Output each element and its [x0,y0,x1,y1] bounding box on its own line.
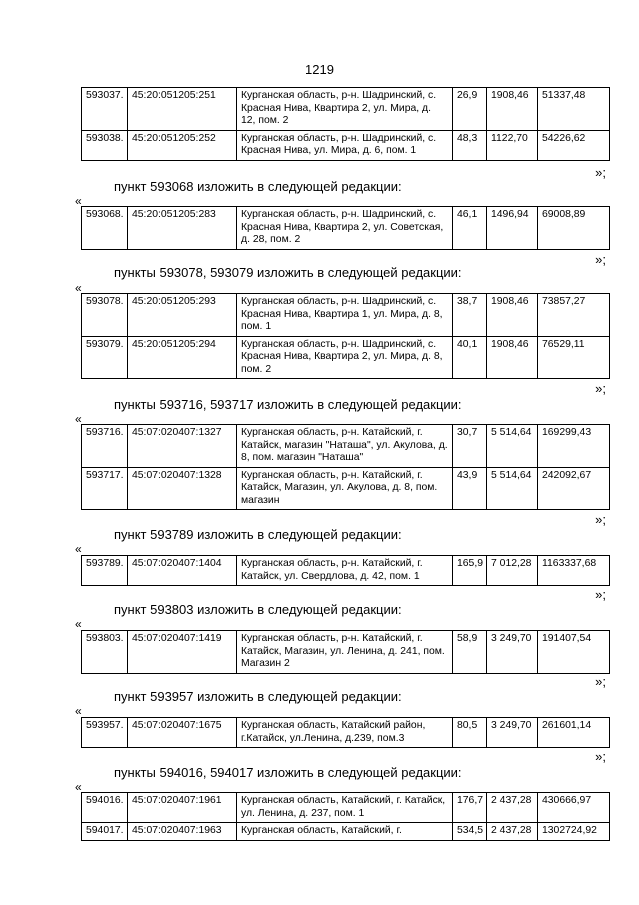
cell-cadastral: 45:20:051205:293 [128,294,237,337]
cell-address: Курганская область, р-н. Катайский, г. Катайск, Магазин, ул. Ленина, д. 241, пом. Магазин 2 [237,631,453,674]
cell-area: 26,9 [453,88,487,131]
cell-number: 593957. [82,718,128,748]
cell-area: 80,5 [453,718,487,748]
cell-number: 593078. [82,294,128,337]
cell-area: 40,1 [453,336,487,379]
closing-quote: »; [595,749,606,764]
closing-quote: »; [595,165,606,180]
cell-cadastral: 45:07:020407:1961 [128,793,237,823]
cell-address: Курганская область, р-н. Катайский, г. Катайск, ул. Свердлова, д. 42, пом. 1 [237,556,453,586]
cell-address: Курганская область, р-н. Шадринский, с. Красная Нива, Квартира 2, ул. Советская, д. 28, пом. 2 [237,207,453,250]
amendment-heading: пункт 593803 изложить в следующей редакции: [114,602,402,617]
cell-value: 191407,54 [538,631,610,674]
cell-area: 30,7 [453,425,487,468]
cell-address: Курганская область, р-н. Шадринский, с. Красная Нива, Квартира 2, ул. Мира, д. 12, пом. 2 [237,88,453,131]
cell-cadastral: 45:20:051205:283 [128,207,237,250]
cell-number: 593079. [82,336,128,379]
opening-quote: « [75,281,82,295]
table-row [82,425,610,468]
table-block-3 [81,424,610,510]
cell-value: 430666,97 [538,793,610,823]
table-row [82,294,610,337]
table-row [82,718,610,748]
table-row [82,88,610,131]
closing-quote: »; [595,252,606,267]
cell-rate: 7 012,28 [487,556,538,586]
cell-value: 242092,67 [538,467,610,510]
cell-cadastral: 45:07:020407:1327 [128,425,237,468]
cell-address: Курганская область, Катайский, г. [237,823,453,841]
cell-cadastral: 45:07:020407:1419 [128,631,237,674]
cell-cadastral: 45:07:020407:1328 [128,467,237,510]
cell-value: 51337,48 [538,88,610,131]
opening-quote: « [75,412,82,426]
cell-address: Курганская область, р-н. Шадринский, с. Красная Нива, Квартира 1, ул. Мира, д. 8, пом. 1 [237,294,453,337]
cell-rate: 1908,46 [487,88,538,131]
cell-rate: 3 249,70 [487,631,538,674]
amendment-heading: пункты 594016, 594017 изложить в следующей редакции: [114,765,462,780]
cell-rate: 5 514,64 [487,425,538,468]
cell-value: 1302724,92 [538,823,610,841]
amendment-heading: пункт 593957 изложить в следующей редакции: [114,689,402,704]
amendment-heading: пункт 593789 изложить в следующей редакции: [114,527,402,542]
cell-address: Курганская область, р-н. Шадринский, с. Красная Нива, ул. Мира, д. 6, пом. 1 [237,130,453,160]
cell-value: 169299,43 [538,425,610,468]
closing-quote: »; [595,587,606,602]
cell-area: 58,9 [453,631,487,674]
cell-area: 48,3 [453,130,487,160]
cell-number: 594016. [82,793,128,823]
table-row [82,631,610,674]
table-block-5 [81,630,610,674]
opening-quote: « [75,194,82,208]
cell-area: 46,1 [453,207,487,250]
cell-value: 54226,62 [538,130,610,160]
cell-rate: 2 437,28 [487,793,538,823]
cell-value: 261601,14 [538,718,610,748]
table-block-0 [81,87,610,161]
opening-quote: « [75,542,82,556]
cell-rate: 5 514,64 [487,467,538,510]
cell-rate: 1496,94 [487,207,538,250]
cell-number: 593038. [82,130,128,160]
cell-rate: 1908,46 [487,336,538,379]
cell-number: 593789. [82,556,128,586]
cell-cadastral: 45:20:051205:294 [128,336,237,379]
table-block-2 [81,293,610,379]
cell-value: 69008,89 [538,207,610,250]
cell-rate: 2 437,28 [487,823,538,841]
table-block-6 [81,717,610,748]
amendment-heading: пункты 593716, 593717 изложить в следующей редакции: [114,397,462,412]
table-row [82,130,610,160]
table-block-4 [81,555,610,586]
table-block-7 [81,792,610,841]
cell-address: Курганская область, р-н. Шадринский, с. Красная Нива, Квартира 2, ул. Мира, д. 8, пом. 2 [237,336,453,379]
cell-address: Курганская область, Катайский район, г.Катайск, ул.Ленина, д.239, пом.3 [237,718,453,748]
opening-quote: « [75,617,82,631]
cell-value: 73857,27 [538,294,610,337]
cell-address: Курганская область, р-н. Катайский, г. Катайск, Магазин, ул. Акулова, д. 8, пом. магазин [237,467,453,510]
cell-number: 594017. [82,823,128,841]
closing-quote: »; [595,674,606,689]
cell-area: 534,5 [453,823,487,841]
cell-number: 593068. [82,207,128,250]
table-row [82,556,610,586]
table-row [82,207,610,250]
table-row [82,467,610,510]
cell-area: 165,9 [453,556,487,586]
amendment-heading: пункт 593068 изложить в следующей редакции: [114,179,402,194]
cell-number: 593717. [82,467,128,510]
cell-number: 593037. [82,88,128,131]
cell-cadastral: 45:07:020407:1675 [128,718,237,748]
cell-area: 43,9 [453,467,487,510]
opening-quote: « [75,704,82,718]
table-row [82,793,610,823]
closing-quote: »; [595,381,606,396]
cell-number: 593803. [82,631,128,674]
cell-area: 176,7 [453,793,487,823]
cell-cadastral: 45:07:020407:1404 [128,556,237,586]
cell-address: Курганская область, Катайский, г. Катайск, ул. Ленина, д. 237, пом. 1 [237,793,453,823]
table-row [82,336,610,379]
cell-cadastral: 45:07:020407:1963 [128,823,237,841]
table-block-1 [81,206,610,250]
cell-cadastral: 45:20:051205:252 [128,130,237,160]
cell-value: 1163337,68 [538,556,610,586]
cell-rate: 3 249,70 [487,718,538,748]
cell-value: 76529,11 [538,336,610,379]
cell-cadastral: 45:20:051205:251 [128,88,237,131]
cell-area: 38,7 [453,294,487,337]
cell-rate: 1908,46 [487,294,538,337]
page-number: 1219 [305,62,334,77]
cell-number: 593716. [82,425,128,468]
closing-quote: »; [595,512,606,527]
amendment-heading: пункты 593078, 593079 изложить в следующей редакции: [114,265,462,280]
cell-address: Курганская область, р-н. Катайский, г. Катайск, магазин "Наташа", ул. Акулова, д. 8, пом. магазин "Наташа" [237,425,453,468]
opening-quote: « [75,780,82,794]
table-row [82,823,610,841]
cell-rate: 1122,70 [487,130,538,160]
